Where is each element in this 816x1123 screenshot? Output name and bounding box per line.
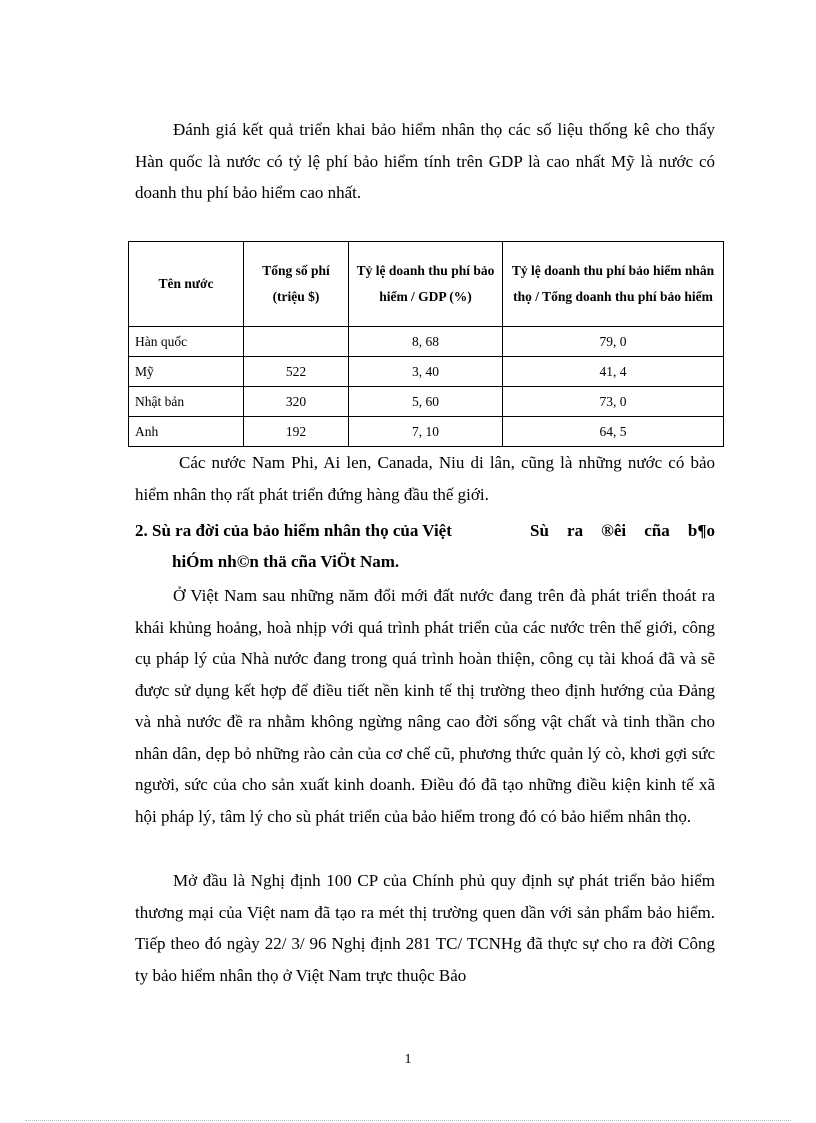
- vietnam-development-paragraph: Ở Việt Nam sau những năm đổi mới đất nước đang trên đà phát triển thoát ra khái khủng hoảng, hoà nhịp với quá trình phát triển của các nước trên thế giới, công cụ pháp lý của Nhà nước đang trong quá trình hoàn thiện, công cụ tài khoá đã và sẽ được sử dụng kết hợp để điều tiết nền kinh tế thị trường theo định hướng của Đảng và nhà nước đề ra nhằm không ngừng nâng cao đời sống vật chất và tinh thần cho nhân dân, dẹp bỏ những rào cản của cơ chế cũ, phương thức quản lý cò, khơi gợi sức người, sức của cho sản xuất kinh doanh. Điều đó đã tạo những điều kiện kinh tế xã hội pháp lý, tâm lý cho sù phát triển của bảo hiểm trong đó có bảo hiểm nhân thọ.: [135, 586, 715, 826]
- section-heading-legacy-text: Sù ra ®êi cña b¶o: [530, 521, 715, 540]
- cell-country: Nhật bản: [129, 387, 244, 417]
- section-heading-continuation: hiÓm nh©n thä cña ViÖt Nam.: [172, 552, 400, 571]
- header-total-premium: Tổng số phí (triệu $): [244, 242, 349, 327]
- header-life-share: Tỷ lệ doanh thu phí bảo hiểm nhân thọ / Tổng doanh thu phí bảo hiểm: [503, 242, 724, 327]
- cell-life-share: 73, 0: [503, 387, 724, 417]
- table-header-row: [129, 242, 724, 327]
- decree-paragraph: Mở đầu là Nghị định 100 CP của Chính phủ quy định sự phát triển bảo hiểm thương mại của Việt nam đã tạo ra mét thị trường quen dần với sản phẩm bảo hiểm. Tiếp theo đó ngày 22/ 3/ 96 Nghị định 281 TC/ TCNHg đã thực sự cho ra đời Công ty bảo hiểm nhân thọ ở Việt Nam trực thuộc Bảo: [135, 871, 715, 985]
- cell-country: Hàn quốc: [129, 327, 244, 357]
- cell-country: Anh: [129, 417, 244, 447]
- cell-total-premium: 192: [244, 417, 349, 447]
- table-row: [129, 417, 724, 447]
- cell-premium-gdp-ratio: 5, 60: [349, 387, 503, 417]
- section-heading: [135, 515, 715, 547]
- cell-total-premium: 320: [244, 387, 349, 417]
- page-edge-divider: [25, 1120, 791, 1121]
- cell-total-premium: [244, 327, 349, 357]
- cell-life-share: 64, 5: [503, 417, 724, 447]
- intro-paragraph: Đánh giá kết quả triển khai bảo hiểm nhân thọ các số liệu thống kê cho thấy Hàn quốc là nước có tỷ lệ phí bảo hiểm tính trên GDP là cao nhất Mỹ là nước có doanh thu phí bảo hiểm cao nhất.: [135, 120, 715, 202]
- table-row: [129, 327, 724, 357]
- header-premium-gdp-ratio: Tỷ lệ doanh thu phí bảo hiểm / GDP (%): [349, 242, 503, 327]
- table-row: [129, 357, 724, 387]
- section-heading-text: 2. Sù ra đời của bảo hiểm nhân thọ của Việt: [135, 521, 452, 540]
- cell-premium-gdp-ratio: 7, 10: [349, 417, 503, 447]
- insurance-statistics-table: [128, 241, 724, 447]
- header-country: Tên nước: [129, 242, 244, 327]
- cell-premium-gdp-ratio: 3, 40: [349, 357, 503, 387]
- cell-life-share: 41, 4: [503, 357, 724, 387]
- cell-premium-gdp-ratio: 8, 68: [349, 327, 503, 357]
- cell-country: Mỹ: [129, 357, 244, 387]
- table-row: [129, 387, 724, 417]
- cell-total-premium: 522: [244, 357, 349, 387]
- cell-life-share: 79, 0: [503, 327, 724, 357]
- page-number: 1: [404, 1052, 412, 1067]
- other-countries-paragraph: Các nước Nam Phi, Ai len, Canada, Niu di lân, cũng là những nước có bảo hiểm nhân thọ rất phát triển đứng hàng đầu thế giới.: [135, 453, 715, 504]
